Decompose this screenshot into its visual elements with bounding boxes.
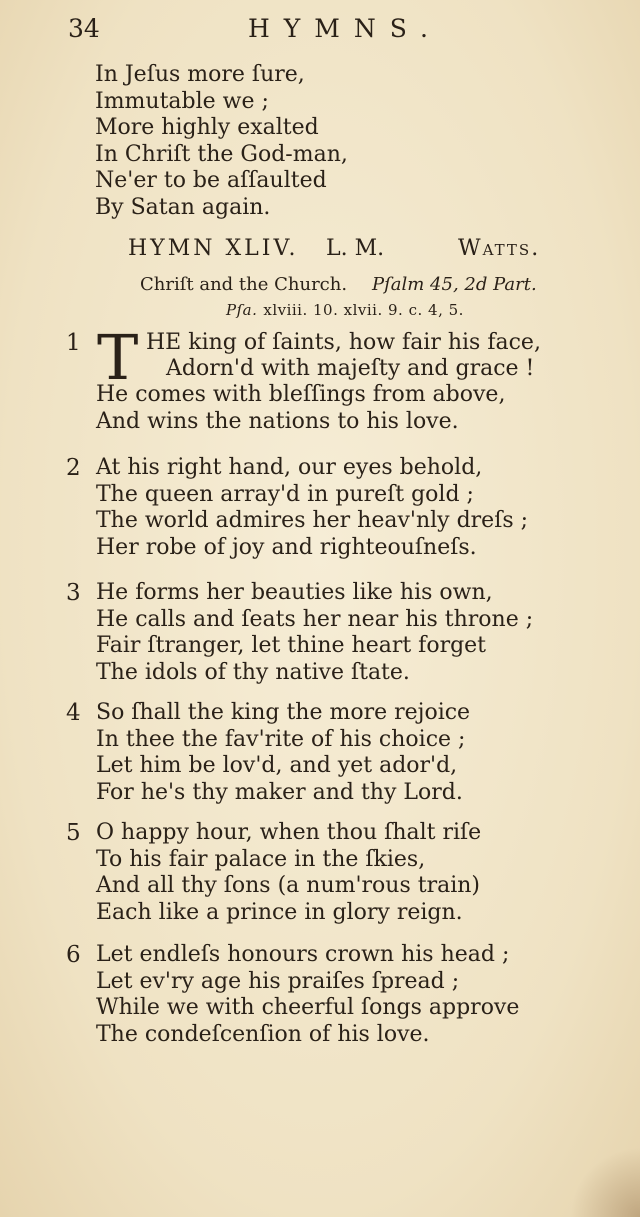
verse-line: Each like a prince in glory reign. [96, 899, 463, 925]
stanza-number: 1 [66, 330, 81, 356]
verse-line: And all thy ſons (a num'rous train) [96, 873, 481, 898]
verse-line: In thee the fav'rite of his choice ; [96, 726, 466, 752]
hymn-subtitle [140, 274, 537, 295]
verse-line: In Chriſt the God-man, [95, 141, 348, 167]
verse-line: In Jeſus more ſure, [95, 62, 305, 87]
verse-line: He forms her beauties like his own, [96, 580, 493, 605]
hymn-meter: L. M. [326, 236, 385, 261]
verse-line: The idols of thy native ſtate. [96, 659, 410, 685]
verse-line: The condeſcenſion of his love. [96, 1021, 430, 1047]
verse-line: He calls and ſeats her near his throne ; [96, 606, 534, 632]
verse-line: Immutable we ; [95, 88, 269, 114]
verse-line: To his fair palace in the ſkies, [96, 846, 426, 872]
scripture-references [226, 301, 464, 319]
verse-line: By Satan again. [95, 194, 271, 220]
verse-line: Let him be lov'd, and yet ador'd, [96, 753, 458, 778]
drop-cap: T [97, 321, 139, 394]
verse-line: Fair ſtranger, let thine heart forget [96, 633, 487, 658]
verse-line: The world admires her heav'nly dreſs ; [96, 508, 529, 533]
verse-line: At his right hand, our eyes behold, [96, 455, 483, 480]
page-number: 34 [68, 14, 100, 43]
refs-label: Pſa. [226, 301, 258, 319]
hymn-title [128, 236, 558, 261]
verse-line: The queen array'd in pureſt gold ; [96, 481, 474, 507]
page-stain [570, 1147, 640, 1217]
verse-line: Let endleſs honours crown his head ; [96, 942, 510, 967]
hymn-number: HYMN XLIV. [128, 236, 299, 261]
stanza-number: 4 [66, 700, 81, 726]
stanza-number: 3 [66, 580, 81, 606]
stanza-number: 2 [66, 455, 81, 481]
verse-line: So ſhall the king the more rejoice [96, 700, 471, 725]
hymn-author: Watts. [458, 236, 541, 261]
running-head: HYMNS. [248, 14, 442, 43]
verse-line: Ne'er to be aſſaulted [95, 168, 327, 193]
refs-text: xlviii. 10. xlvii. 9. c. 4, 5. [263, 301, 464, 319]
verse-line: O happy hour, when thou ſhalt riſe [96, 820, 482, 845]
psalm-reference: Pſalm 45, 2d Part. [372, 274, 537, 295]
verse-line: He comes with bleſſings from above, [96, 382, 506, 407]
verse-line: HE king of ſaints, how fair his face, [146, 330, 541, 355]
verse-line: More highly exalted [95, 115, 319, 140]
stanza-number: 5 [66, 820, 81, 846]
verse-line: Let ev'ry age his praiſes ſpread ; [96, 968, 460, 994]
verse-line: Her robe of joy and righteouſneſs. [96, 534, 477, 560]
verse-line: While we with cheerful ſongs approve [96, 995, 520, 1020]
verse-line: Adorn'd with majeſty and grace ! [166, 356, 535, 381]
previous-hymn-stanza [95, 62, 348, 221]
verse-line: For he's thy maker and thy Lord. [96, 779, 463, 805]
stanza-number: 6 [66, 942, 81, 968]
page-header [0, 14, 640, 50]
verse-line: And wins the nations to his love. [96, 408, 459, 434]
hymn-theme: Chriſt and the Church. [140, 274, 348, 295]
